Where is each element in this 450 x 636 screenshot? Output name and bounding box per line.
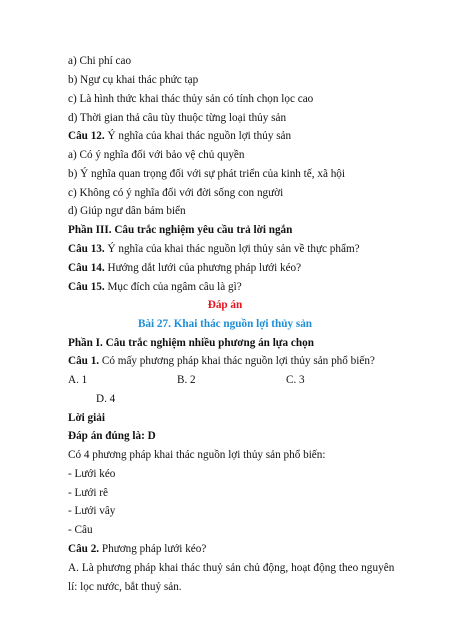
part3-heading: Phần III. Câu trắc nghiệm yêu cầu trả lời ngắn xyxy=(68,224,293,236)
q15-question xyxy=(68,280,242,294)
method-item: - Lưới kéo xyxy=(68,468,116,480)
q12-option-b: b) Ý nghĩa quan trọng đối với sự phát triển của kinh tế, xã hội xyxy=(68,168,346,180)
ans-q2-text: Phương pháp lưới kéo? xyxy=(99,543,207,555)
correct-answer: Đáp án đúng là: D xyxy=(68,430,156,442)
q12-question xyxy=(68,129,291,143)
method-item: - Lưới vây xyxy=(68,505,116,517)
ans-q1-option-d: D. 4 xyxy=(96,393,116,405)
q14-label: Câu 14. xyxy=(68,262,105,274)
q12-text: Ý nghĩa của khai thác nguồn lợi thủy sản xyxy=(104,130,292,142)
answer-title: Đáp án xyxy=(207,299,243,311)
method-item: - Câu xyxy=(68,524,93,536)
method-item: - Lưới rê xyxy=(68,487,108,499)
ans-q2-option-a-line1: A. Là phương pháp khai thác thuỷ sản chủ động, hoạt động theo nguyên xyxy=(68,562,395,574)
ans-q1-text: Có mấy phương pháp khai thác nguồn lợi thủy sản phổ biến? xyxy=(99,355,375,367)
q11-option-d: d) Thời gian thả câu tùy thuộc từng loại thủy sản xyxy=(68,112,287,124)
q13-label: Câu 13. xyxy=(68,243,105,255)
ans-q1-option-b: B. 2 xyxy=(177,374,196,386)
q11-option-c: c) Là hình thức khai thác thủy sản có tính chọn lọc cao xyxy=(68,93,314,105)
q14-text: Hướng dắt lưới của phương pháp lưới kéo? xyxy=(104,262,302,274)
ans-q1-question xyxy=(68,354,375,368)
q11-option-a: a) Chi phí cao xyxy=(68,55,132,67)
ans-q1-option-c: C. 3 xyxy=(286,374,305,386)
q15-label: Câu 15. xyxy=(68,281,105,293)
ans-q2-label: Câu 2. xyxy=(68,543,100,555)
q15-text: Mục đích của ngâm câu là gì? xyxy=(104,281,242,293)
q13-text: Ý nghĩa của khai thác nguồn lợi thủy sản về thực phẩm? xyxy=(104,243,360,255)
q11-option-b: b) Ngư cụ khai thác phức tạp xyxy=(68,74,199,86)
q13-question xyxy=(68,242,360,256)
solution-label: Lời giải xyxy=(68,412,105,424)
ans-q1-option-a: A. 1 xyxy=(68,374,88,386)
explanation: Có 4 phương pháp khai thác nguồn lợi thủy sản phổ biến: xyxy=(68,449,326,461)
q12-option-d: d) Giúp ngư dân bám biển xyxy=(68,205,186,217)
ans-q2-option-a-line2: lí: lọc nước, bắt thuỷ sản. xyxy=(68,581,182,593)
q12-label: Câu 12. xyxy=(68,130,105,142)
lesson-title: Bài 27. Khai thác nguồn lợi thủy sản xyxy=(137,318,313,330)
part1-heading: Phần I. Câu trắc nghiệm nhiều phương án lựa chọn xyxy=(68,337,314,349)
q14-question xyxy=(68,261,301,275)
ans-q2-question xyxy=(68,542,206,556)
q12-option-a: a) Có ý nghĩa đối với bảo vệ chủ quyền xyxy=(68,149,245,161)
q12-option-c: c) Không có ý nghĩa đối với đời sống con người xyxy=(68,187,284,199)
ans-q1-label: Câu 1. xyxy=(68,355,100,367)
